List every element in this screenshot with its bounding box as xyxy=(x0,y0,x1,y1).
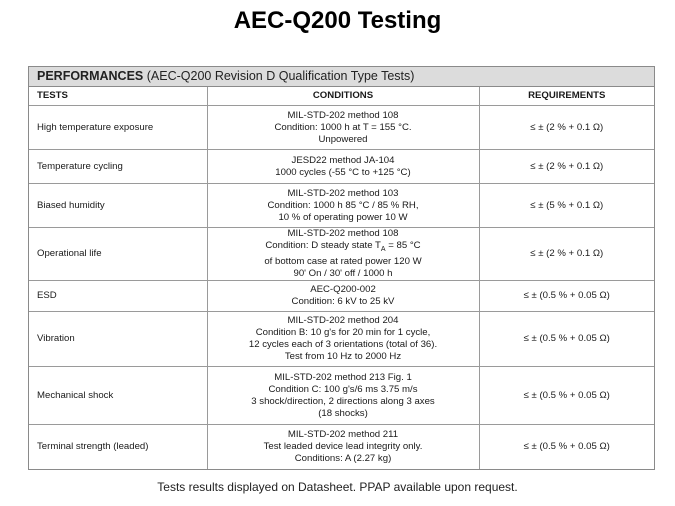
table-row xyxy=(29,184,654,228)
test-conditions xyxy=(207,228,479,281)
column-header-conditions: CONDITIONS xyxy=(207,87,479,106)
table-header-row xyxy=(29,87,654,106)
test-conditions xyxy=(207,184,479,228)
test-name: Biased humidity xyxy=(29,184,207,228)
condition-line: Condition B: 10 g's for 20 min for 1 cycle, xyxy=(255,327,431,338)
condition-line: 90' On / 30' off / 1000 h xyxy=(293,267,393,279)
condition-line: Condition: 6 kV to 25 kV xyxy=(291,296,395,307)
table-row xyxy=(29,425,654,469)
subscript-a: A xyxy=(380,245,386,253)
table-row xyxy=(29,106,654,150)
condition-line: MIL-STD-202 method 103 xyxy=(287,187,399,199)
table-row xyxy=(29,150,654,184)
test-name: Operational life xyxy=(29,228,207,281)
test-requirement: ≤ ± (5 % + 0.1 Ω) xyxy=(479,184,654,228)
test-conditions xyxy=(207,312,479,367)
test-conditions xyxy=(207,106,479,150)
test-conditions xyxy=(207,150,479,184)
test-conditions xyxy=(207,367,479,425)
condition-line: 1000 cycles (-55 °C to +125 °C) xyxy=(275,166,411,178)
condition-line: MIL-STD-202 method 211 xyxy=(287,428,399,440)
condition-line: Unpowered xyxy=(318,133,368,145)
table-grid xyxy=(29,87,654,469)
performance-table xyxy=(28,66,655,470)
table-caption-bold: PERFORMANCES xyxy=(37,69,144,83)
condition-line: of bottom case at rated power 120 W xyxy=(264,255,422,267)
condition-line: Condition: 1000 h 85 °C / 85 % RH, xyxy=(267,199,419,211)
condition-line: AEC-Q200-002 xyxy=(310,284,376,295)
table-row xyxy=(29,228,654,281)
test-requirement: ≤ ± (2 % + 0.1 Ω) xyxy=(479,106,654,150)
condition-line: (18 shocks) xyxy=(318,407,368,419)
test-name: High temperature exposure xyxy=(29,106,207,150)
condition-line: Condition C: 100 g's/6 ms 3.75 m/s xyxy=(268,383,418,395)
condition-line: Test leaded device lead integrity only. xyxy=(263,440,423,452)
test-requirement: ≤ ± (0.5 % + 0.05 Ω) xyxy=(479,367,654,425)
footnote: Tests results displayed on Datasheet. PPAP available upon request. xyxy=(157,480,518,494)
table-row xyxy=(29,281,654,312)
test-conditions xyxy=(207,281,479,312)
condition-line: JESD22 method JA-104 xyxy=(291,154,395,166)
test-requirement: ≤ ± (0.5 % + 0.05 Ω) xyxy=(479,281,654,312)
test-name: ESD xyxy=(29,281,207,312)
condition-text: Condition: D steady state T xyxy=(265,240,381,252)
test-name: Terminal strength (leaded) xyxy=(29,425,207,469)
condition-line: Conditions: A (2.27 kg) xyxy=(294,452,392,464)
test-requirement: ≤ ± (2 % + 0.1 Ω) xyxy=(479,228,654,281)
test-requirement: ≤ ± (2 % + 0.1 Ω) xyxy=(479,150,654,184)
column-header-requirements: REQUIREMENTS xyxy=(479,87,654,106)
table-caption-rest: (AEC-Q200 Revision D Qualification Type Tests) xyxy=(143,69,415,83)
test-conditions xyxy=(207,425,479,469)
table-caption xyxy=(29,67,654,87)
condition-line: 10 % of operating power 10 W xyxy=(278,211,408,223)
test-name: Temperature cycling xyxy=(29,150,207,184)
condition-line xyxy=(212,240,475,256)
condition-line: 3 shock/direction, 2 directions along 3 axes xyxy=(251,395,435,407)
condition-line: Condition: 1000 h at T = 155 °C. xyxy=(274,121,412,133)
table-row xyxy=(29,312,654,367)
page-title: AEC-Q200 Testing xyxy=(233,7,442,34)
table-row xyxy=(29,367,654,425)
condition-text: = 85 °C xyxy=(385,240,421,252)
condition-line: MIL-STD-202 method 108 xyxy=(287,109,399,121)
condition-line: MIL-STD-202 method 108 xyxy=(287,228,399,240)
test-name: Mechanical shock xyxy=(29,367,207,425)
condition-line: Test from 10 Hz to 2000 Hz xyxy=(284,351,402,362)
test-requirement: ≤ ± (0.5 % + 0.05 Ω) xyxy=(479,425,654,469)
condition-line: MIL-STD-202 method 213 Fig. 1 xyxy=(274,371,412,383)
test-name: Vibration xyxy=(29,312,207,367)
test-requirement: ≤ ± (0.5 % + 0.05 Ω) xyxy=(479,312,654,367)
condition-line: MIL-STD-202 method 204 xyxy=(287,315,399,326)
condition-line: 12 cycles each of 3 orientations (total of 36). xyxy=(248,339,438,350)
column-header-tests: TESTS xyxy=(29,87,207,106)
